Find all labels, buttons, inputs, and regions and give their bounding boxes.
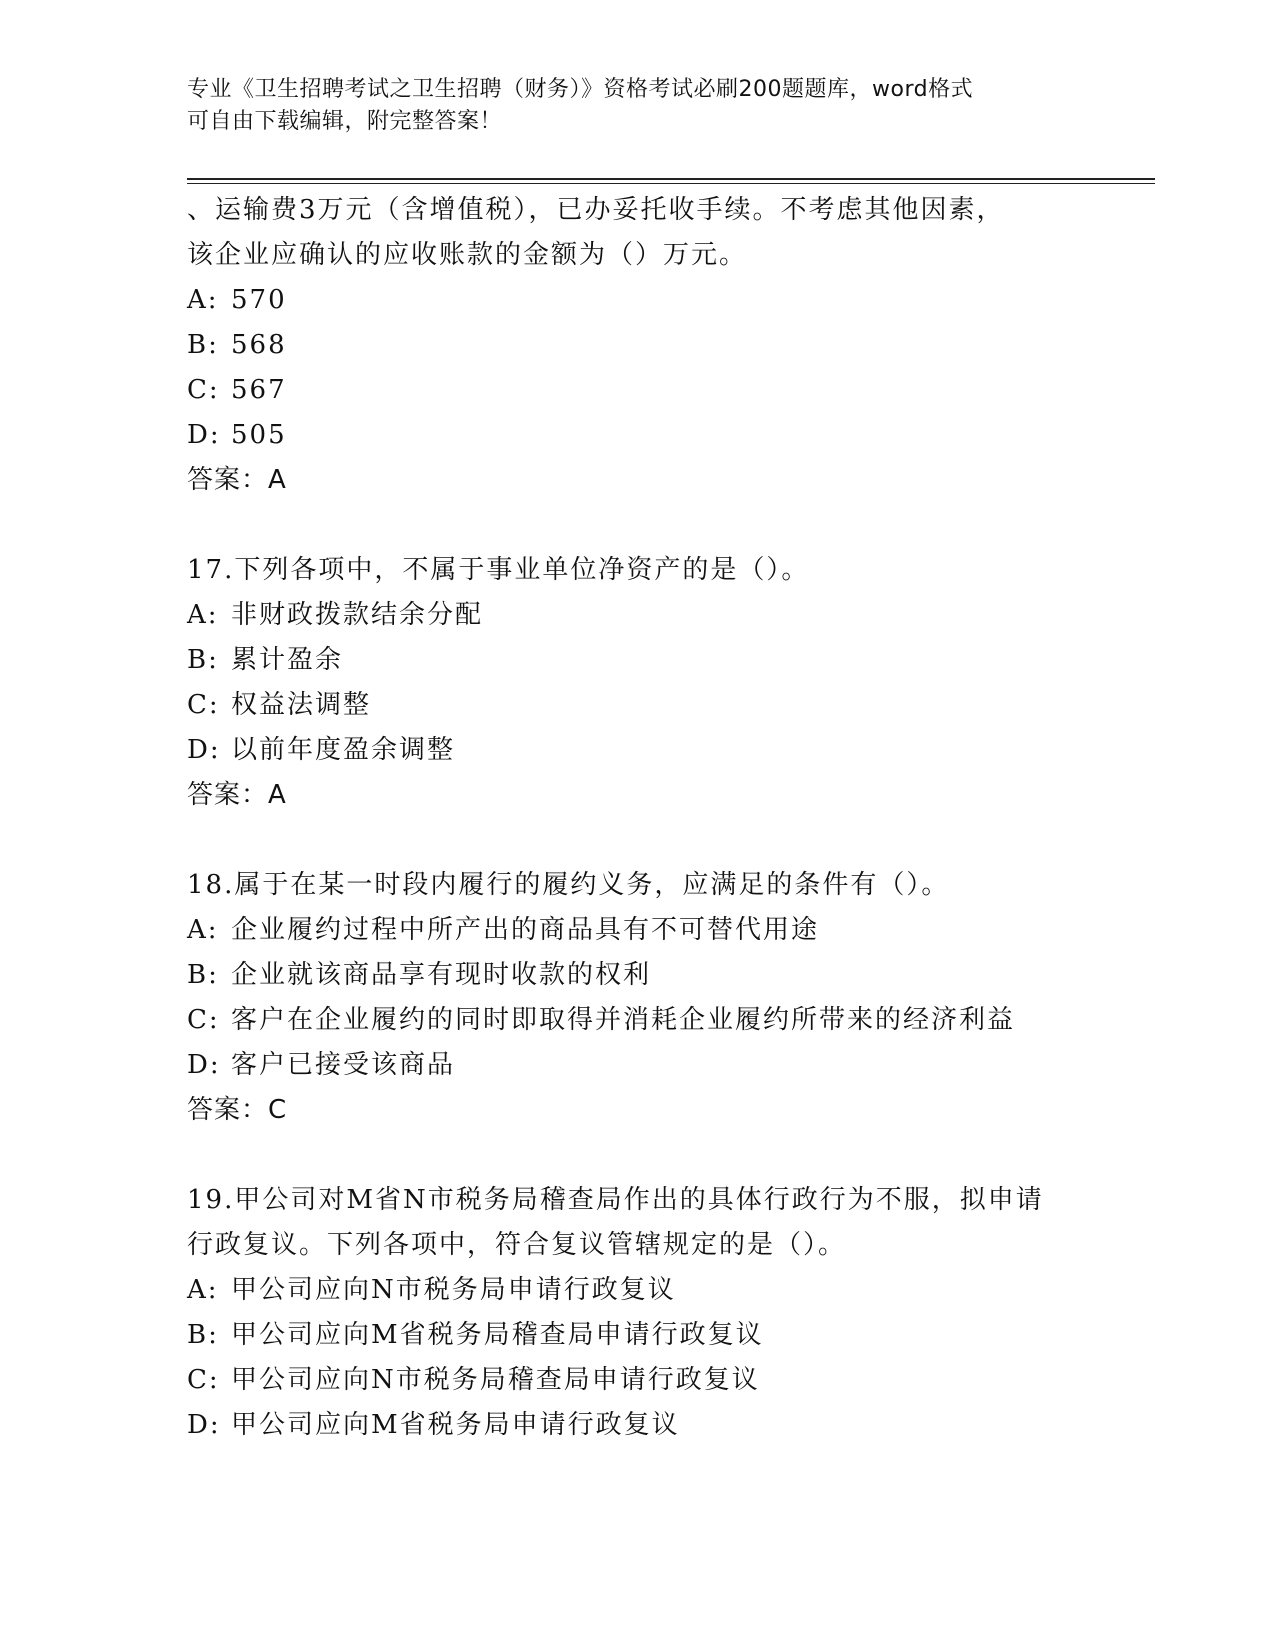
option-letter: D: [187,1050,221,1080]
option-text: 累计盈余 [231,645,344,675]
option-letter: A: [187,1275,219,1305]
option-c [187,998,1087,1043]
option-letter: B: [187,645,219,675]
question-text-line: 行政复议。下列各项中，符合复议管辖规定的是（）。 [187,1230,847,1260]
option-b [187,323,1087,368]
header-line-1: 专业《卫生招聘考试之卫生招聘（财务）》资格考试必刷200题题库，word格式 [187,77,974,102]
option-b [187,953,1087,998]
option-text: 甲公司应向M省税务局稽查局申请行政复议 [231,1320,764,1350]
option-b [187,638,1087,683]
option-letter: C: [187,375,220,405]
option-letter: D: [187,1410,221,1440]
answer-line: 答案：A [187,465,287,495]
header-divider [187,178,1155,184]
option-d [187,1403,1087,1448]
header-line-2: 可自由下载编辑，附完整答案！ [187,109,503,134]
option-text: 权益法调整 [231,690,372,720]
question-18 [187,863,1087,1133]
option-text: 客户已接受该商品 [231,1050,456,1080]
option-text: 568 [231,330,287,360]
option-letter: A: [187,600,219,630]
option-letter: C: [187,690,220,720]
option-d [187,1043,1087,1088]
question-text-line: 、运输费3万元（含增值税），已办妥托收手续。不考虑其他因素， [187,195,1005,225]
option-text: 甲公司应向M省税务局申请行政复议 [231,1410,680,1440]
question-text-line: 18.属于在某一时段内履行的履约义务，应满足的条件有（）。 [187,870,950,900]
option-letter: D: [187,420,221,450]
question-19 [187,1178,1087,1448]
option-a [187,908,1087,953]
question-text-line: 19.甲公司对M省N市税务局稽查局作出的具体行政行为不服，拟申请 [187,1185,1044,1215]
option-letter: B: [187,1320,219,1350]
option-letter: D: [187,735,221,765]
option-text: 570 [231,285,287,315]
option-a [187,278,1087,323]
question-text-line: 该企业应确认的应收账款的金额为（）万元。 [187,240,748,270]
option-a [187,1268,1087,1313]
option-text: 客户在企业履约的同时即取得并消耗企业履约所带来的经济利益 [231,1005,1016,1035]
option-c [187,1358,1087,1403]
option-letter: C: [187,1365,220,1395]
option-text: 企业履约过程中所产出的商品具有不可替代用途 [231,915,820,945]
question-text-line: 17.下列各项中，不属于事业单位净资产的是（）。 [187,555,810,585]
option-letter: A: [187,285,219,315]
answer-line: 答案：C [187,1095,288,1125]
option-letter: A: [187,915,219,945]
option-text: 567 [231,375,287,405]
option-c [187,368,1087,413]
option-text: 非财政拨款结余分配 [231,600,484,630]
option-letter: C: [187,1005,220,1035]
document-header [187,74,1087,138]
option-text: 甲公司应向N市税务局稽查局申请行政复议 [231,1365,760,1395]
option-d [187,728,1087,773]
option-c [187,683,1087,728]
option-text: 甲公司应向N市税务局申请行政复议 [231,1275,676,1305]
option-text: 企业就该商品享有现时收款的权利 [231,960,652,990]
option-text: 505 [231,420,287,450]
option-d [187,413,1087,458]
option-letter: B: [187,960,219,990]
option-a [187,593,1087,638]
option-text: 以前年度盈余调整 [231,735,456,765]
option-b [187,1313,1087,1358]
question-17 [187,548,1087,818]
option-letter: B: [187,330,219,360]
question-16 [187,188,1087,503]
answer-line: 答案：A [187,780,287,810]
